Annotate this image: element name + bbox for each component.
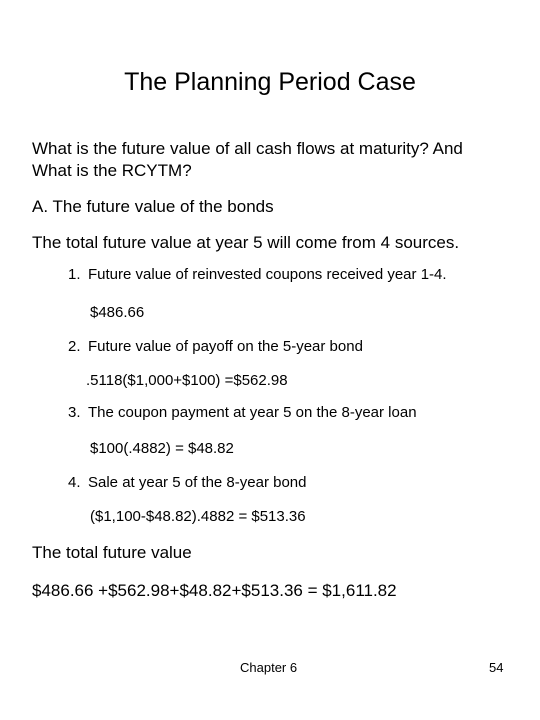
slide-title: The Planning Period Case	[124, 68, 416, 96]
section-a-heading: A. The future value of the bonds	[32, 197, 274, 216]
footer-chapter: Chapter 6	[240, 660, 298, 675]
list-item-value: $100(.4882) = $48.82	[90, 440, 234, 457]
list-item-text: Future value of reinvested coupons received year 1-4.	[88, 266, 447, 283]
intro-text: The total future value at year 5 will come from 4 sources.	[32, 233, 460, 252]
total-label: The total future value	[32, 543, 192, 562]
page-number: 54	[489, 660, 504, 675]
list-item	[68, 404, 417, 421]
list-item-number: 1.	[68, 266, 81, 283]
list-item	[68, 266, 447, 283]
list-item-number: 2.	[68, 338, 81, 355]
list-item-text: Future value of payoff on the 5-year bond	[88, 338, 363, 355]
list-item	[68, 338, 363, 355]
list-item-value: .5118($1,000+$100) =$562.98	[86, 372, 288, 389]
question-line-2: What is the RCYTM?	[32, 161, 192, 180]
total-formula: $486.66 +$562.98+$48.82+$513.36 = $1,611.82	[32, 581, 397, 600]
list-item-number: 3.	[68, 404, 81, 421]
list-item-value: ($1,100-$48.82).4882 = $513.36	[90, 508, 306, 525]
list-item-number: 4.	[68, 474, 81, 491]
list-item-value: $486.66	[90, 304, 145, 321]
list-item	[68, 474, 306, 491]
list-item-text: The coupon payment at year 5 on the 8-year loan	[88, 404, 417, 421]
list-item-text: Sale at year 5 of the 8-year bond	[88, 474, 307, 491]
question-line-1: What is the future value of all cash flows at maturity? And	[32, 139, 463, 158]
